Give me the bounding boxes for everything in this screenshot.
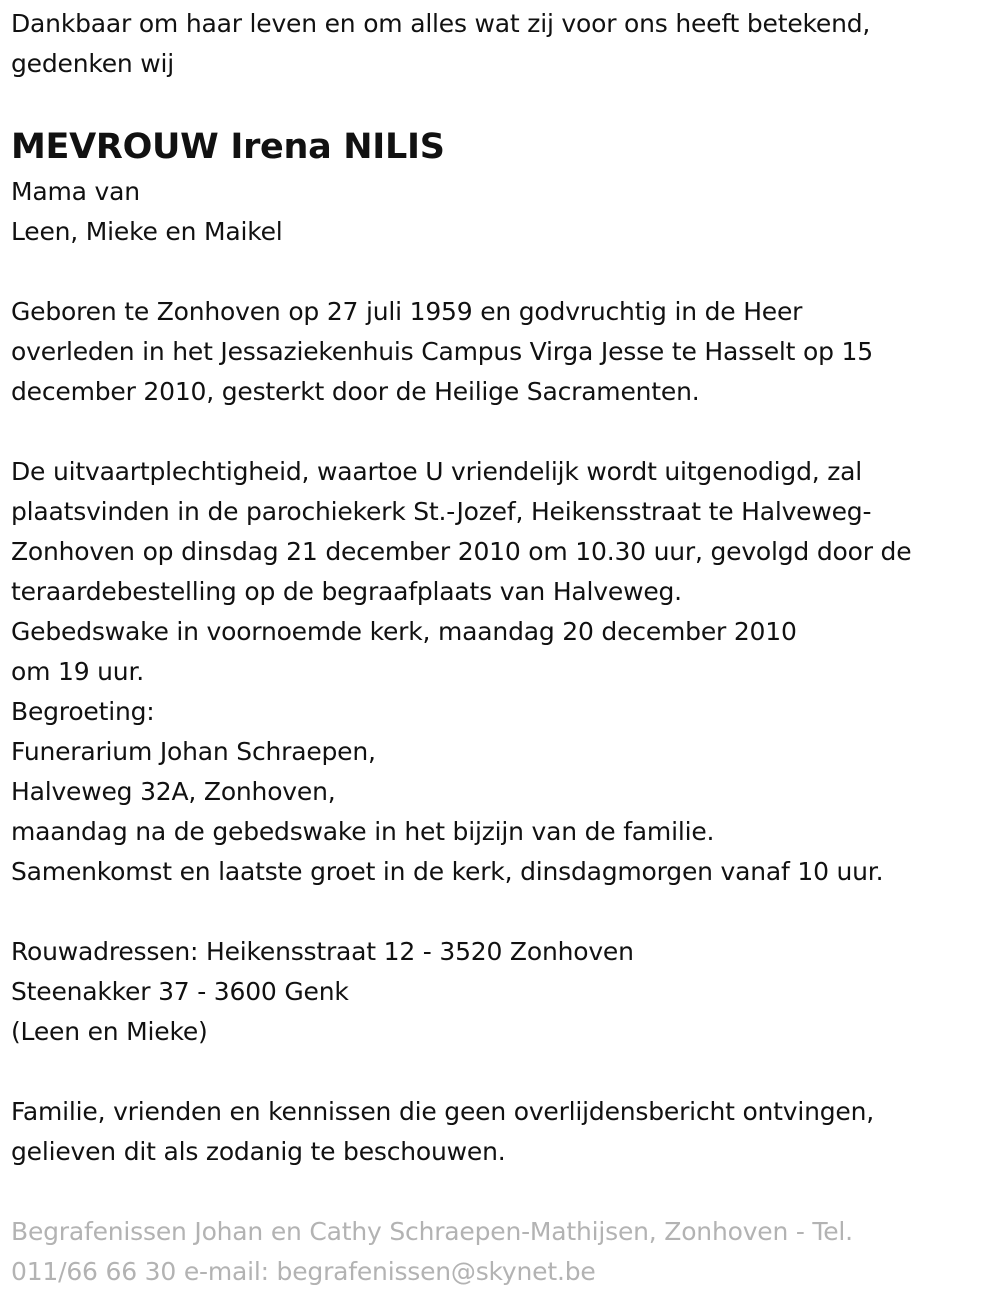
funeral-line: Zonhoven op dinsdag 21 december 2010 om 10.30 uur, gevolgd door de bbox=[11, 537, 912, 566]
footer-line: 011/66 66 30 e-mail: begrafenissen@skynet.be bbox=[11, 1257, 596, 1286]
funeral-line: Funerarium Johan Schraepen, bbox=[11, 737, 376, 766]
intro-line: Dankbaar om haar leven en om alles wat zij voor ons heeft betekend, bbox=[11, 9, 871, 38]
intro-section bbox=[11, 4, 991, 84]
notice-line: gelieven dit als zodanig te beschouwen. bbox=[11, 1137, 506, 1166]
funeral-line: Halveweg 32A, Zonhoven, bbox=[11, 777, 336, 806]
funeral-line: teraardebestelling op de begraafplaats van Halveweg. bbox=[11, 577, 682, 606]
addresses-section bbox=[11, 932, 991, 1052]
obituary-notice bbox=[11, 4, 991, 1292]
address-line: (Leen en Mieke) bbox=[11, 1017, 208, 1046]
birth-death-line: overleden in het Jessaziekenhuis Campus Virga Jesse te Hasselt op 15 bbox=[11, 337, 873, 366]
notice-section bbox=[11, 1092, 991, 1172]
address-line: Rouwadressen: Heikensstraat 12 - 3520 Zonhoven bbox=[11, 937, 634, 966]
funeral-line: Samenkomst en laatste groet in de kerk, dinsdagmorgen vanaf 10 uur. bbox=[11, 857, 884, 886]
funeral-line: om 19 uur. bbox=[11, 657, 144, 686]
funeral-section bbox=[11, 452, 991, 892]
notice-line: Familie, vrienden en kennissen die geen overlijdensbericht ontvingen, bbox=[11, 1097, 875, 1126]
footer-line: Begrafenissen Johan en Cathy Schraepen-Mathijsen, Zonhoven - Tel. bbox=[11, 1217, 853, 1246]
funeral-line: maandag na de gebedswake in het bijzijn van de familie. bbox=[11, 817, 715, 846]
birth-death-line: december 2010, gesterkt door de Heilige Sacramenten. bbox=[11, 377, 700, 406]
intro-line: gedenken wij bbox=[11, 49, 175, 78]
birth-death-line: Geboren te Zonhoven op 27 juli 1959 en godvruchtig in de Heer bbox=[11, 297, 803, 326]
birth-death-section bbox=[11, 292, 991, 412]
funeral-home-footer bbox=[11, 1212, 991, 1292]
relation-section bbox=[11, 172, 991, 252]
deceased-name: MEVROUW Irena NILIS bbox=[11, 127, 445, 167]
address-line: Steenakker 37 - 3600 Genk bbox=[11, 977, 349, 1006]
funeral-line: De uitvaartplechtigheid, waartoe U vriendelijk wordt uitgenodigd, zal bbox=[11, 457, 863, 486]
funeral-line: Gebedswake in voornoemde kerk, maandag 20 december 2010 bbox=[11, 617, 797, 646]
funeral-line: Begroeting: bbox=[11, 697, 155, 726]
relation-line: Mama van bbox=[11, 177, 140, 206]
funeral-line: plaatsvinden in de parochiekerk St.-Jozef, Heikensstraat te Halveweg- bbox=[11, 497, 872, 526]
relation-line: Leen, Mieke en Maikel bbox=[11, 217, 283, 246]
